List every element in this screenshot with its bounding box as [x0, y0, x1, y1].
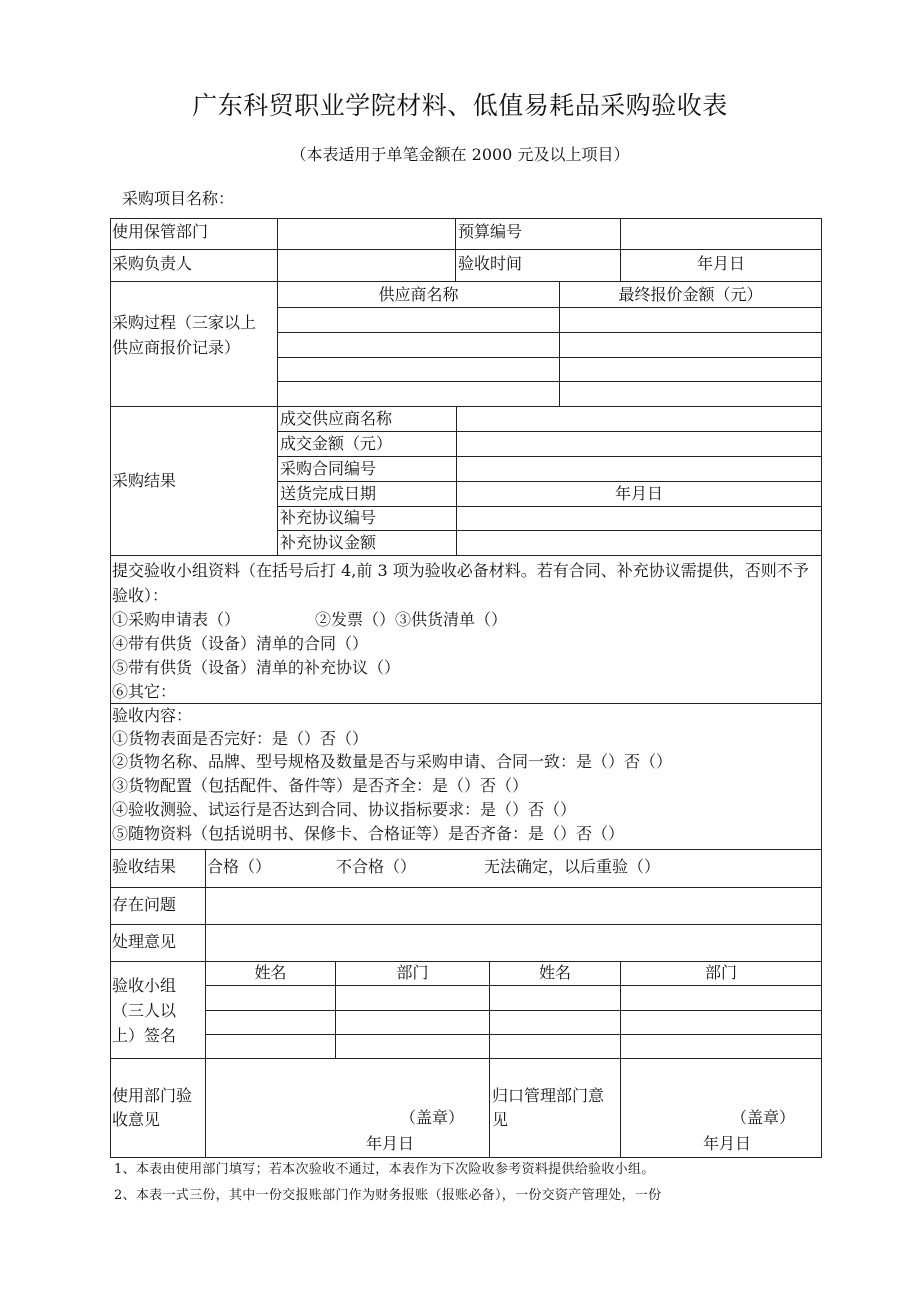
team-label: 验收小组（三人以上）签名	[112, 976, 177, 1045]
verdict-pass[interactable]: 合格（）	[207, 857, 272, 876]
user-seal[interactable]: （盖章）	[400, 1108, 465, 1127]
project-name-label: 采购项目名称：	[122, 189, 235, 208]
budget-label: 预算编号	[458, 222, 523, 241]
content-item[interactable]: ④验收测验、试运行是否达到合同、协议指标要求：是（）否（）	[112, 800, 577, 819]
mgmt-date[interactable]: 年月日	[703, 1134, 752, 1153]
team-name-header: 姓名	[538, 963, 571, 982]
content-item[interactable]: ②货物名称、品牌、型号规格及数量是否与采购申请、合同一致：是（）否（）	[112, 752, 673, 771]
issues-label: 存在问题	[112, 895, 177, 914]
note-2: 2、本表一式三份，其中一份交报账部门作为财务报账（报账必备），一份交资产管理处，一份	[114, 1188, 662, 1203]
purchaser-field[interactable]	[278, 252, 455, 280]
purchaser-label: 采购负责人	[112, 254, 193, 273]
mgmt-seal[interactable]: （盖章）	[731, 1108, 796, 1127]
dept-field[interactable]	[278, 220, 455, 248]
result-label: 采购结果	[112, 471, 177, 490]
process-price-header: 最终报价金额（元）	[618, 285, 763, 304]
result-item-delivery-date: 送货完成日期	[280, 484, 377, 503]
accept-time-label: 验收时间	[458, 254, 523, 273]
result-item-amount: 成交金额（元）	[280, 434, 393, 453]
materials-item-4[interactable]: ④带有供货（设备）清单的合同（）	[112, 634, 369, 653]
team-name-header: 姓名	[254, 963, 287, 982]
issues-field[interactable]	[206, 890, 821, 923]
result-item-contract-no: 采购合同编号	[280, 459, 377, 478]
materials-item-2-3[interactable]: ②发票（）③供货清单（）	[315, 610, 508, 629]
materials-intro: 提交验收小组资料（在括号后打 4,前 3 项为验收必备材料。若有合同、补充协议需提供，否则不予验收）：	[112, 561, 809, 605]
accept-time-value[interactable]: 年月日	[696, 254, 745, 273]
user-date[interactable]: 年月日	[366, 1134, 415, 1153]
document-subtitle: （本表适用于单笔金额在 2000 元及以上项目）	[290, 145, 630, 164]
delivery-date-value[interactable]: 年月日	[614, 484, 663, 503]
handling-label: 处理意见	[112, 932, 177, 951]
document-title: 广东科贸职业学院材料、低值易耗品采购验收表	[192, 91, 728, 120]
result-item-supplier: 成交供应商名称	[280, 409, 393, 428]
process-label: 采购过程（三家以上供应商报价记录）	[112, 313, 257, 357]
content-item[interactable]: ⑤随物资料（包括说明书、保修卡、合格证等）是否齐备：是（）否（）	[112, 824, 625, 843]
dept-label: 使用保管部门	[112, 222, 209, 241]
team-dept-header: 部门	[704, 963, 737, 982]
mgmt-opinion-label: 归口管理部门意见	[492, 1086, 605, 1129]
result-item-supplement-no: 补充协议编号	[280, 508, 377, 527]
materials-item-5[interactable]: ⑤带有供货（设备）清单的补充协议（）	[112, 658, 401, 677]
handling-field[interactable]	[206, 927, 821, 960]
materials-item-6[interactable]: ⑥其它：	[112, 682, 177, 701]
process-supplier-header: 供应商名称	[378, 285, 459, 304]
result-item-supplement-amount: 补充协议金额	[280, 533, 377, 552]
content-item[interactable]: ①货物表面是否完好：是（）否（）	[112, 729, 369, 748]
acceptance-form-table	[110, 218, 822, 1158]
content-item[interactable]: ③货物配置（包括配件、备件等）是否齐全：是（）否（）	[112, 776, 529, 795]
verdict-fail[interactable]: 不合格（）	[336, 857, 417, 876]
content-heading: 验收内容：	[112, 706, 193, 725]
verdict-recheck[interactable]: 无法确定，以后重验（）	[484, 857, 661, 876]
team-dept-header: 部门	[396, 963, 429, 982]
user-opinion-label: 使用部门验收意见	[112, 1086, 193, 1129]
materials-item-1[interactable]: ①采购申请表（）	[112, 610, 241, 629]
budget-field[interactable]	[621, 220, 821, 248]
note-1: 1、本表由使用部门填写；若本次验收不通过，本表作为下次险收参考资料提供给验收小组。	[114, 1162, 655, 1177]
verdict-label: 验收结果	[112, 857, 177, 876]
